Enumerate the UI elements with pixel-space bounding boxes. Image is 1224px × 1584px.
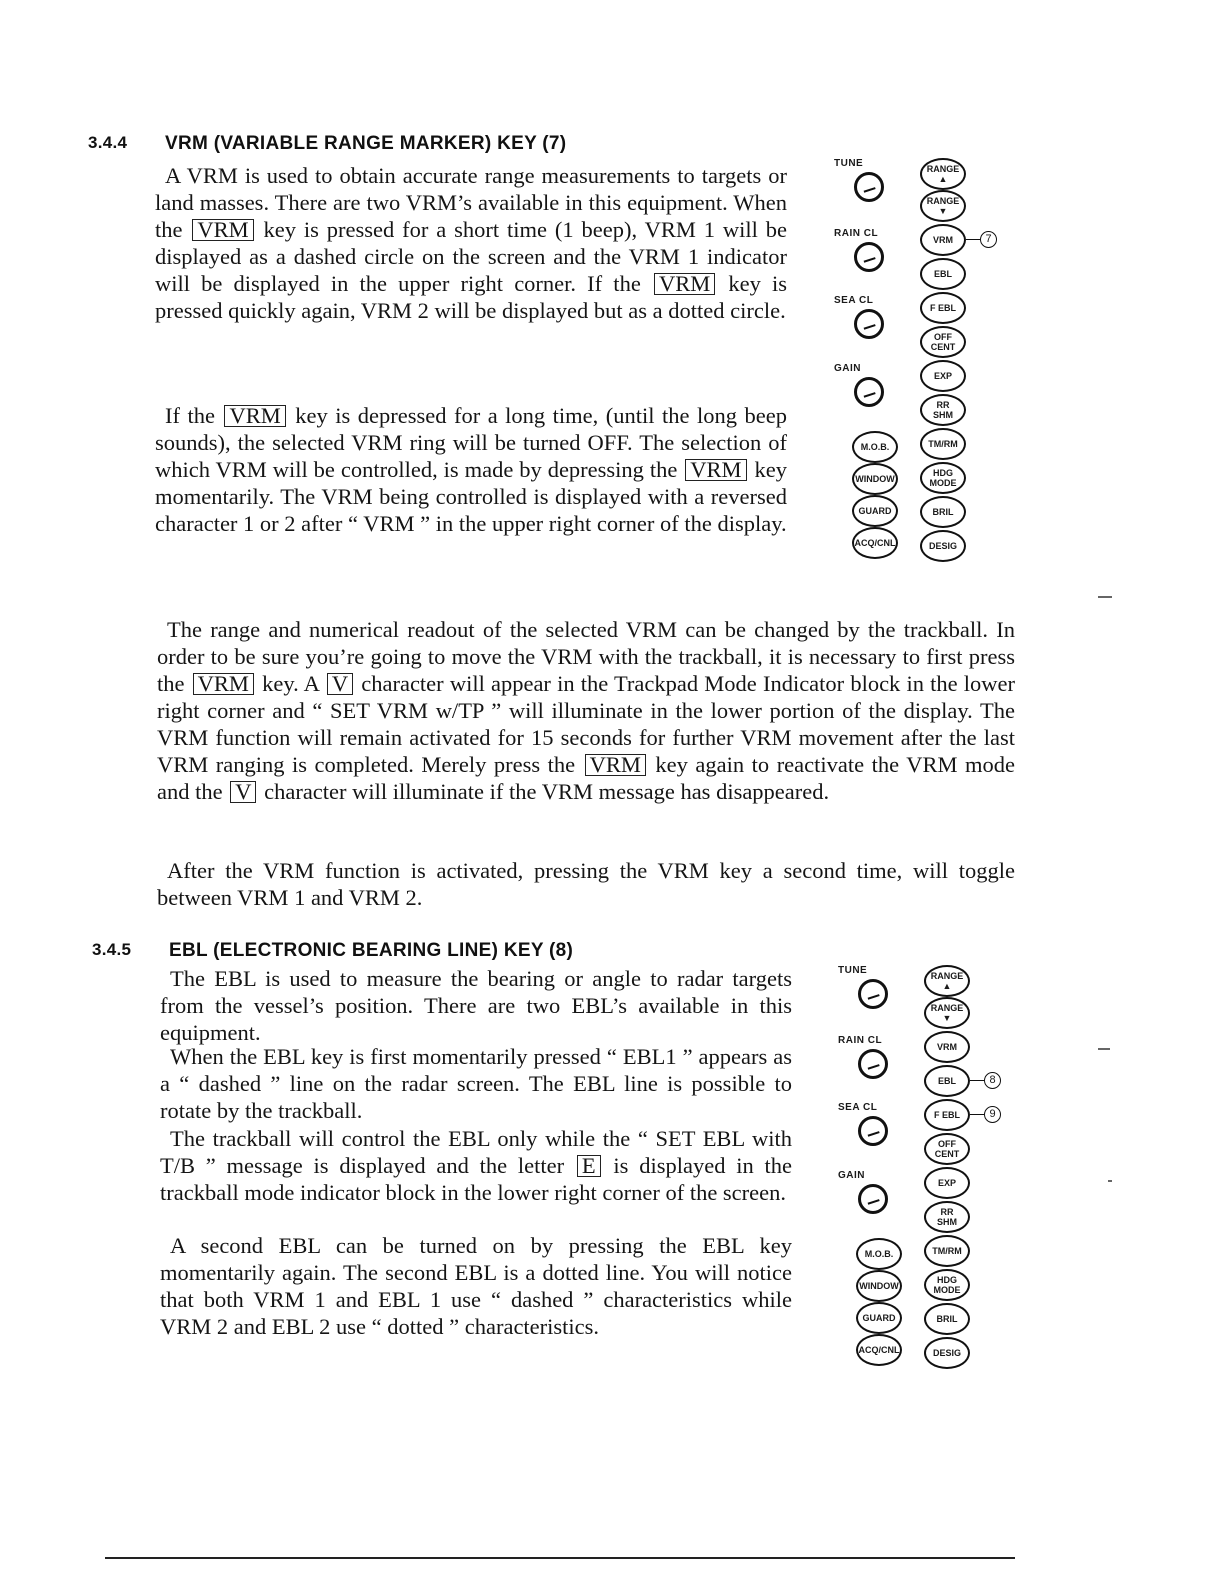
knob-label-tune: TUNE xyxy=(838,965,868,976)
boxed-key-label: VRM xyxy=(585,754,646,776)
vrm-key-icon: VRM xyxy=(924,1031,970,1063)
acq-cnl-key-icon: ACQ/CNL xyxy=(852,527,898,559)
guard-key-icon: GUARD xyxy=(852,495,898,527)
text-run: key. A xyxy=(255,671,325,696)
range-key-icon: RANGE ▲ xyxy=(920,158,966,190)
acq-cnl-key-icon: ACQ/CNL xyxy=(856,1334,902,1366)
off-cent-key-icon: OFF CENT xyxy=(920,326,966,358)
exp-key-icon: EXP xyxy=(924,1167,970,1199)
guard-key-icon: GUARD xyxy=(856,1302,902,1334)
sea-cl-knob-icon xyxy=(858,1116,888,1146)
text-run: key momentarily. The VRM being controlled is displayed with a reversed character 1 or 2 after “ VRM ” in the upper right corner of the display. xyxy=(155,457,787,536)
control-panel-diagram-vrm xyxy=(832,158,1022,578)
scan-mark xyxy=(1098,1048,1110,1050)
boxed-key-label: E xyxy=(577,1155,601,1177)
vrm-paragraph-1 xyxy=(155,162,787,324)
boxed-key-label: V xyxy=(327,673,353,695)
bril-key-icon: BRIL xyxy=(924,1303,970,1335)
boxed-key-label: VRM xyxy=(685,459,746,481)
f-ebl-key-icon: F EBL xyxy=(920,292,966,324)
range-key-icon: RANGE ▼ xyxy=(920,190,966,222)
tm-rm-key-icon: TM/RM xyxy=(924,1235,970,1267)
callout-leader-line xyxy=(970,1114,984,1115)
callout-leader-line xyxy=(966,239,980,240)
rr-shm-key-icon: RR SHM xyxy=(924,1201,970,1233)
text-run: After the VRM function is activated, pressing the VRM key a second time, will toggle between VRM 1 and VRM 2. xyxy=(157,858,1015,910)
ebl-key-icon: EBL xyxy=(924,1065,970,1097)
rain-cl-knob-icon xyxy=(854,242,884,272)
rain-cl-knob-icon xyxy=(858,1049,888,1079)
text-run: key is pressed for a short time (1 beep), VRM 1 will be displayed as a dashed circle on the screen and the VRM 1 indicator will be displayed in the upper right corner. If the xyxy=(155,217,787,296)
callout-number: 9 xyxy=(984,1106,1001,1123)
range-key-icon: RANGE ▲ xyxy=(924,965,970,997)
vrm-paragraph-4 xyxy=(157,857,1015,911)
text-run: A VRM is used to obtain accurate range measurements to targets or land masses. There are two VRM’s available in this equipment. When the xyxy=(155,163,787,242)
ebl-key-icon: EBL xyxy=(920,258,966,290)
callout-febl xyxy=(970,1106,1001,1123)
knob-label-tune: TUNE xyxy=(834,158,864,169)
f-ebl-key-icon: F EBL xyxy=(924,1099,970,1131)
m-o-b-key-icon: M.O.B. xyxy=(852,431,898,463)
gain-knob-icon xyxy=(854,377,884,407)
vrm-key-icon: VRM xyxy=(920,224,966,256)
knob-label-rain-cl: RAIN CL xyxy=(838,1035,883,1046)
boxed-key-label: VRM xyxy=(192,219,253,241)
window-key-icon: WINDOW xyxy=(856,1270,902,1302)
ebl-paragraph-4 xyxy=(160,1232,792,1340)
section-title: VRM (VARIABLE RANGE MARKER) KEY (7) xyxy=(165,133,567,154)
boxed-key-label: VRM xyxy=(224,405,285,427)
callout-number: 8 xyxy=(984,1072,1001,1089)
text-run: If the xyxy=(165,403,223,428)
scan-mark xyxy=(1108,1180,1112,1182)
ebl-paragraph-3 xyxy=(160,1125,792,1206)
callout-number: 7 xyxy=(980,231,997,248)
hdg-mode-key-icon: HDG MODE xyxy=(924,1269,970,1301)
callout-vrm xyxy=(966,231,997,248)
vrm-paragraph-2 xyxy=(155,402,787,537)
knob-label-rain-cl: RAIN CL xyxy=(834,228,879,239)
desig-key-icon: DESIG xyxy=(920,530,966,562)
rr-shm-key-icon: RR SHM xyxy=(920,394,966,426)
section-number: 3.4.4 xyxy=(88,133,128,152)
callout-ebl xyxy=(970,1072,1001,1089)
vrm-paragraph-3 xyxy=(157,616,1015,805)
callout-leader-line xyxy=(970,1080,984,1081)
knob-label-gain: GAIN xyxy=(834,363,861,374)
text-run: The trackball will control the EBL only while the “ SET EBL with T/B ” message is displayed and the letter xyxy=(160,1126,792,1178)
boxed-key-label: VRM xyxy=(654,273,715,295)
m-o-b-key-icon: M.O.B. xyxy=(856,1238,902,1270)
text-run: key is pressed quickly again, VRM 2 will be displayed but as a dotted circle. xyxy=(155,271,788,323)
knob-label-sea-cl: SEA CL xyxy=(838,1102,878,1113)
window-key-icon: WINDOW xyxy=(852,463,898,495)
text-run: The range and numerical readout of the selected VRM can be changed by the trackball. In order to be sure you’re going to move the VRM with the trackball, it is necessary to first press the xyxy=(157,617,1015,696)
text-run: The EBL is used to measure the bearing or angle to radar targets from the vessel’s position. There are two EBL’s available in this equipment. xyxy=(160,966,792,1045)
bril-key-icon: BRIL xyxy=(920,496,966,528)
boxed-key-label: VRM xyxy=(193,673,254,695)
text-run: key again to reactivate the VRM mode and the xyxy=(157,752,1015,804)
text-run: character will appear in the Trackpad Mode Indicator block in the lower right corner and “ SET VRM w/TP ” will illuminate in the lower portion of the display. The VRM function will remain activated for 15 seconds for further VRM movement after the last VRM ranging is completed. Merely press the xyxy=(157,671,1015,777)
scan-mark xyxy=(1098,596,1112,598)
range-key-icon: RANGE ▼ xyxy=(924,997,970,1029)
knob-label-gain: GAIN xyxy=(838,1170,865,1181)
section-title: EBL (ELECTRONIC BEARING LINE) KEY (8) xyxy=(169,940,574,961)
sea-cl-knob-icon xyxy=(854,309,884,339)
knob-label-sea-cl: SEA CL xyxy=(834,295,874,306)
text-run: A second EBL can be turned on by pressing the EBL key momentarily again. The second EBL is a dotted line. You will notice that both VRM 1 and EBL 1 use “ dashed ” characteristics while VRM 2 and EBL 2 use “ dotted ” characteristics. xyxy=(160,1233,792,1339)
text-run: is displayed in the trackball mode indicator block in the lower right corner of the screen. xyxy=(160,1153,792,1205)
gain-knob-icon xyxy=(858,1184,888,1214)
desig-key-icon: DESIG xyxy=(924,1337,970,1369)
ebl-paragraph-2 xyxy=(160,1043,792,1124)
tm-rm-key-icon: TM/RM xyxy=(920,428,966,460)
hdg-mode-key-icon: HDG MODE xyxy=(920,462,966,494)
section-number: 3.4.5 xyxy=(92,940,132,959)
ebl-paragraph-1 xyxy=(160,965,792,1046)
exp-key-icon: EXP xyxy=(920,360,966,392)
off-cent-key-icon: OFF CENT xyxy=(924,1133,970,1165)
text-run: When the EBL key is first momentarily pressed “ EBL1 ” appears as a “ dashed ” line on the radar screen. The EBL line is possible to rotate by the trackball. xyxy=(160,1044,792,1123)
footer-rule xyxy=(105,1557,1015,1559)
tune-knob-icon xyxy=(854,172,884,202)
control-panel-diagram-ebl xyxy=(836,965,1026,1385)
boxed-key-label: V xyxy=(230,781,256,803)
text-run: key is depressed for a long time, (until the long beep sounds), the selected VRM ring will be turned OFF. The selection of which VRM will be controlled, is made by depressing the xyxy=(155,403,787,482)
tune-knob-icon xyxy=(858,979,888,1009)
text-run: character will illuminate if the VRM message has disappeared. xyxy=(258,779,830,804)
